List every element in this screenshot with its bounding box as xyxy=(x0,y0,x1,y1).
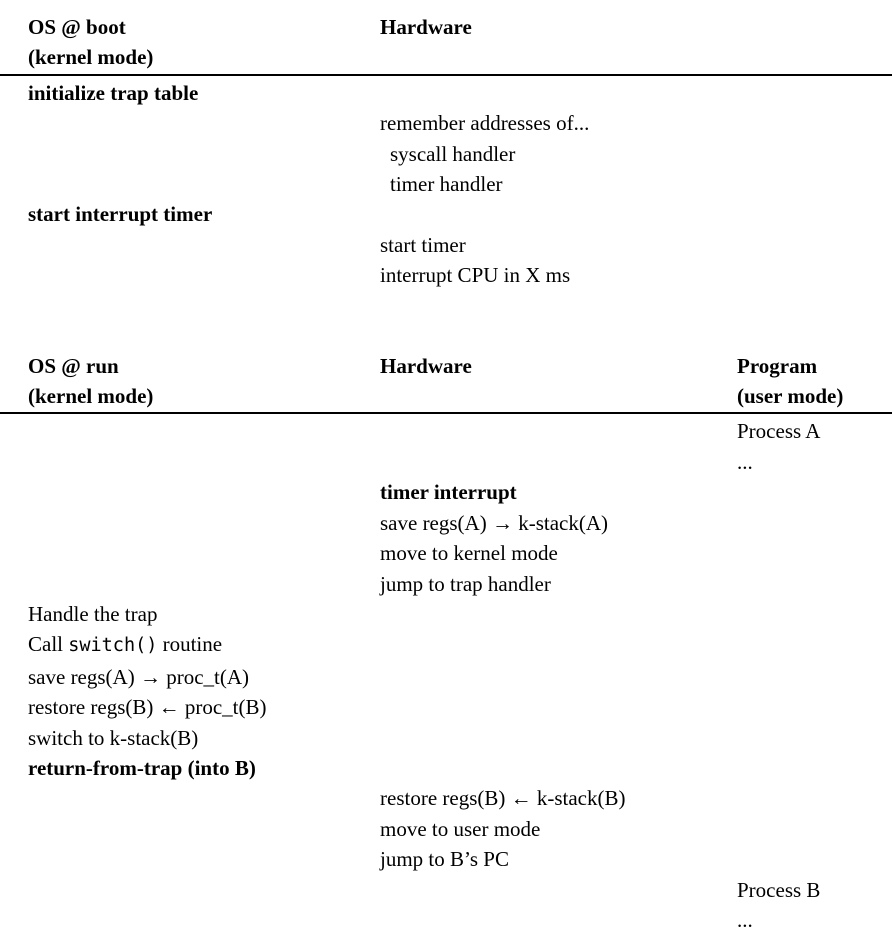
protocol-text: switch to k-stack(B) xyxy=(28,725,199,750)
protocol-line xyxy=(0,78,892,108)
run-rows xyxy=(0,416,892,935)
protocol-line xyxy=(0,508,892,538)
protocol-text: move to kernel mode xyxy=(380,541,558,566)
protocol-line-col3 xyxy=(737,723,892,753)
protocol-line-col3 xyxy=(737,139,892,169)
protocol-line-col1 xyxy=(0,783,380,813)
protocol-line-col2 xyxy=(380,169,737,199)
protocol-line xyxy=(0,753,892,783)
boot-section xyxy=(0,12,892,291)
protocol-line-col2 xyxy=(380,569,737,599)
protocol-line-col1 xyxy=(0,260,380,290)
run-program-header xyxy=(737,351,892,412)
protocol-line-col2 xyxy=(380,905,737,935)
protocol-line-col3 xyxy=(737,447,892,477)
protocol-line xyxy=(0,447,892,477)
protocol-line xyxy=(0,905,892,935)
protocol-line xyxy=(0,723,892,753)
protocol-text: ... xyxy=(737,907,753,932)
protocol-line-col2 xyxy=(380,814,737,844)
protocol-line-col3 xyxy=(737,416,892,446)
protocol-line-col2 xyxy=(380,723,737,753)
protocol-line-col1 xyxy=(0,662,380,692)
protocol-line-col2 xyxy=(380,139,737,169)
protocol-line xyxy=(0,569,892,599)
protocol-line-col2 xyxy=(380,416,737,446)
protocol-line-col2 xyxy=(380,538,737,568)
protocol-line xyxy=(0,477,892,507)
boot-header-row xyxy=(0,12,892,73)
run-program-header-line1: Program xyxy=(737,353,818,378)
protocol-line-col1 xyxy=(0,814,380,844)
protocol-line-col3 xyxy=(737,199,892,229)
protocol-line xyxy=(0,692,892,722)
protocol-line-col1 xyxy=(0,108,380,138)
run-os-header-line1: OS @ run xyxy=(28,353,119,378)
protocol-line-col3 xyxy=(737,108,892,138)
protocol-line-col1 xyxy=(0,844,380,874)
protocol-text: save regs(A) → proc_t(A) xyxy=(28,664,250,689)
protocol-line-col3 xyxy=(737,875,892,905)
protocol-line-col1 xyxy=(0,169,380,199)
protocol-line xyxy=(0,416,892,446)
run-os-header xyxy=(0,351,380,412)
protocol-line-col1 xyxy=(0,753,380,783)
protocol-line-col1 xyxy=(0,723,380,753)
protocol-line-col3 xyxy=(737,662,892,692)
protocol-line xyxy=(0,783,892,813)
protocol-line-col2 xyxy=(380,783,737,813)
protocol-line-col3 xyxy=(737,753,892,783)
run-section xyxy=(0,351,892,935)
protocol-line-col3 xyxy=(737,538,892,568)
protocol-line-col3 xyxy=(737,599,892,629)
protocol-text: remember addresses of... xyxy=(380,111,590,136)
protocol-line-col2 xyxy=(380,230,737,260)
code-text: switch() xyxy=(68,635,158,657)
protocol-text: timer handler xyxy=(390,172,503,197)
protocol-line-col3 xyxy=(737,783,892,813)
protocol-line xyxy=(0,199,892,229)
protocol-text: Process B xyxy=(737,877,821,902)
protocol-text: move to user mode xyxy=(380,816,541,841)
protocol-line xyxy=(0,538,892,568)
protocol-line xyxy=(0,260,892,290)
boot-header-rule xyxy=(0,74,892,76)
boot-program-header xyxy=(737,12,892,73)
protocol-line-col1 xyxy=(0,78,380,108)
protocol-text: restore regs(B) ← proc_t(B) xyxy=(28,695,267,720)
run-header-rule xyxy=(0,412,892,414)
protocol-line-col3 xyxy=(737,905,892,935)
protocol-text: start timer xyxy=(380,232,466,257)
protocol-line-col1 xyxy=(0,477,380,507)
protocol-text: restore regs(B) ← k-stack(B) xyxy=(380,786,626,811)
protocol-line-col2 xyxy=(380,599,737,629)
protocol-line-col1 xyxy=(0,569,380,599)
boot-hardware-header: Hardware xyxy=(380,15,472,39)
protocol-line-col2 xyxy=(380,199,737,229)
protocol-line-col2 xyxy=(380,260,737,290)
protocol-line-col3 xyxy=(737,260,892,290)
protocol-line-col3 xyxy=(737,692,892,722)
protocol-line-col3 xyxy=(737,169,892,199)
protocol-line-col3 xyxy=(737,78,892,108)
protocol-line-col1 xyxy=(0,875,380,905)
protocol-text: start interrupt timer xyxy=(28,202,213,227)
run-hardware-header: Hardware xyxy=(380,353,472,378)
protocol-line-col2 xyxy=(380,78,737,108)
run-os-header-line2: (kernel mode) xyxy=(28,384,154,409)
protocol-text: syscall handler xyxy=(390,141,516,166)
protocol-line-col3 xyxy=(737,814,892,844)
protocol-line-col2 xyxy=(380,508,737,538)
boot-os-header-line2: (kernel mode) xyxy=(28,45,154,70)
protocol-line-col1 xyxy=(0,905,380,935)
protocol-text: interrupt CPU in X ms xyxy=(380,263,571,288)
protocol-line-col1 xyxy=(0,508,380,538)
protocol-text: initialize trap table xyxy=(28,80,199,105)
protocol-line-col3 xyxy=(737,230,892,260)
protocol-line-col2 xyxy=(380,662,737,692)
protocol-line xyxy=(0,108,892,138)
protocol-line-col2 xyxy=(380,753,737,783)
protocol-line-col1 xyxy=(0,538,380,568)
protocol-line-col1 xyxy=(0,139,380,169)
protocol-line xyxy=(0,875,892,905)
protocol-line-col2 xyxy=(380,629,737,661)
protocol-line xyxy=(0,169,892,199)
protocol-text: Handle the trap xyxy=(28,601,158,626)
protocol-line-col3 xyxy=(737,629,892,661)
protocol-line-col3 xyxy=(737,508,892,538)
protocol-line xyxy=(0,814,892,844)
protocol-line xyxy=(0,139,892,169)
protocol-text: timer interrupt xyxy=(380,480,517,505)
protocol-line xyxy=(0,662,892,692)
protocol-line-col1 xyxy=(0,199,380,229)
boot-os-header-line1: OS @ boot xyxy=(28,15,126,39)
protocol-line xyxy=(0,230,892,260)
protocol-line-col1 xyxy=(0,692,380,722)
protocol-line-col1 xyxy=(0,416,380,446)
protocol-text: jump to trap handler xyxy=(380,571,551,596)
run-program-header-line2: (user mode) xyxy=(737,384,844,409)
protocol-line-col1 xyxy=(0,230,380,260)
protocol-text: ... xyxy=(737,449,753,474)
protocol-line-col1 xyxy=(0,599,380,629)
protocol-line xyxy=(0,599,892,629)
protocol-line-col2 xyxy=(380,108,737,138)
protocol-text: jump to B’s PC xyxy=(380,847,509,872)
protocol-text: return-from-trap (into B) xyxy=(28,755,256,780)
protocol-line-col2 xyxy=(380,875,737,905)
protocol-line-col2 xyxy=(380,844,737,874)
protocol-text: Process A xyxy=(737,419,821,444)
protocol-text: save regs(A) → k-stack(A) xyxy=(380,510,608,535)
protocol-line-col3 xyxy=(737,477,892,507)
protocol-line xyxy=(0,844,892,874)
protocol-line-col1 xyxy=(0,447,380,477)
protocol-line-col3 xyxy=(737,844,892,874)
protocol-line-col2 xyxy=(380,477,737,507)
protocol-text: routine xyxy=(157,632,223,657)
run-header-row xyxy=(0,351,892,412)
boot-os-header xyxy=(0,12,380,73)
protocol-line-col3 xyxy=(737,569,892,599)
protocol-line-col1 xyxy=(0,629,380,661)
boot-rows xyxy=(0,78,892,291)
protocol-line xyxy=(0,629,892,661)
protocol-line-col2 xyxy=(380,447,737,477)
protocol-text: Call xyxy=(28,632,69,657)
protocol-line-col2 xyxy=(380,692,737,722)
